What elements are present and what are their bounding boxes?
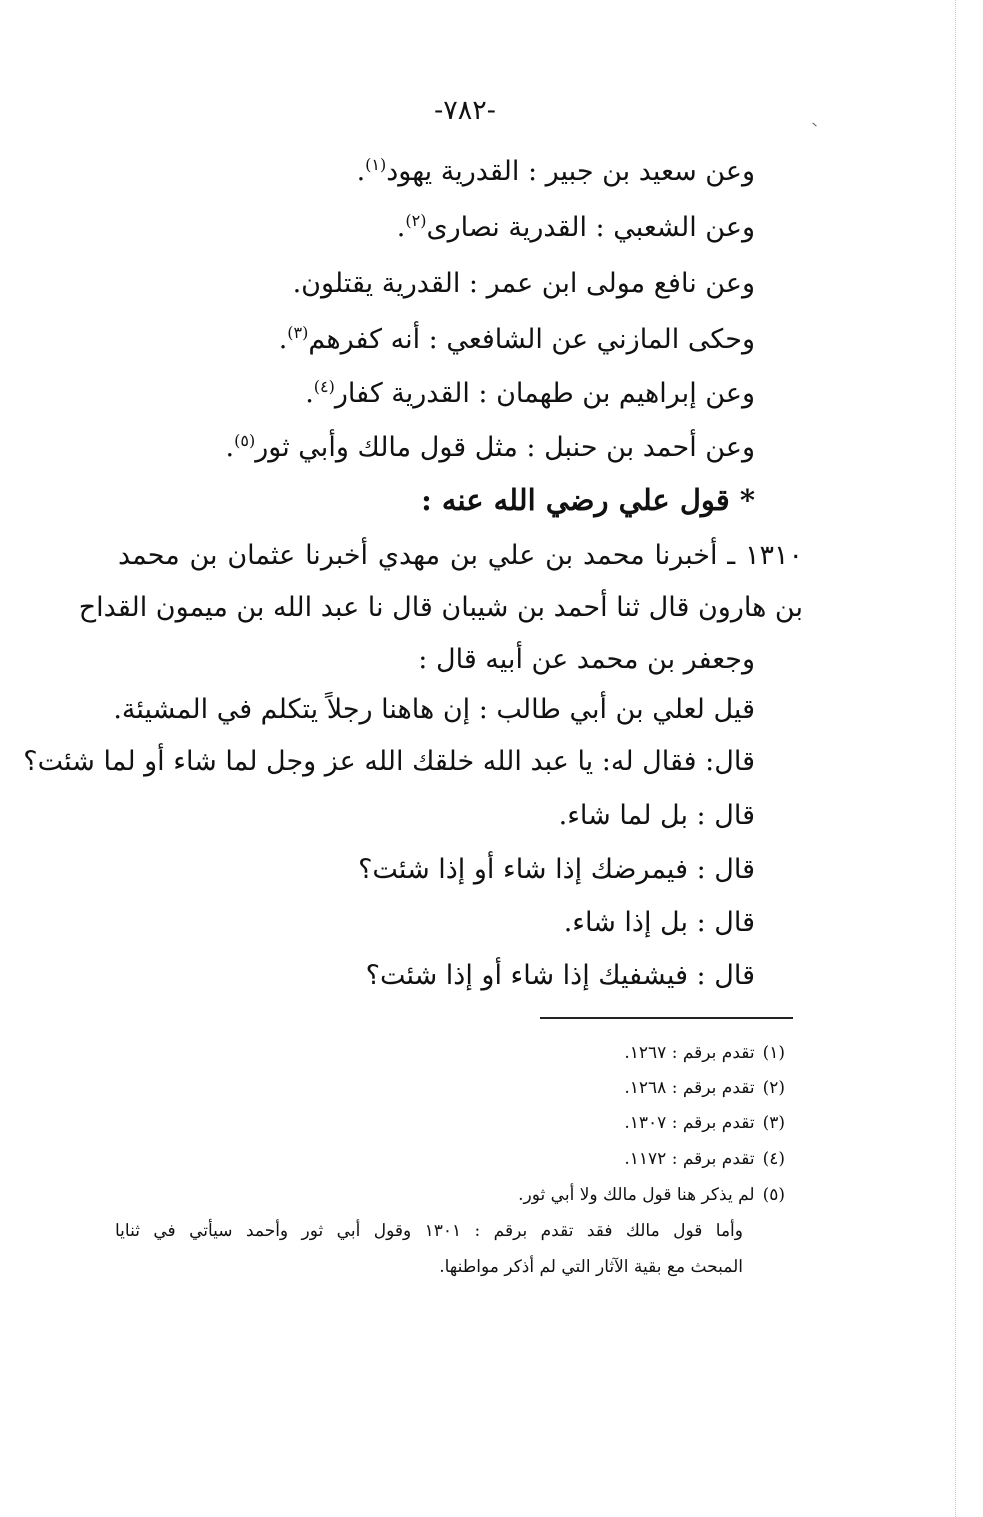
footnote bbox=[624, 1108, 785, 1138]
footnote-ref[interactable]: (٣) bbox=[287, 323, 309, 342]
quote-line: وعن الشعبي : القدرية نصارى$^{(٢)}$. bbox=[396, 211, 755, 243]
dialogue-line: قيل لعلي بن أبي طالب : إن هاهنا رجلاً يتكلم في المشيئة. bbox=[113, 694, 755, 725]
footnote-separator bbox=[540, 1017, 793, 1019]
footnote-continuation: المبحث مع بقية الآثار التي لم أذكر مواطنها. bbox=[439, 1257, 743, 1277]
footnote-text: تقدم برقم : ١٣٠٧. bbox=[624, 1113, 755, 1133]
footnote-number: (٣) bbox=[762, 1113, 785, 1133]
quote-line: وعن أحمد بن حنبل : مثل قول مالك وأبي ثور$^{(٥)}$. bbox=[225, 431, 755, 463]
dialogue-line: قال : فيشفيك إذا شاء أو إذا شئت؟ bbox=[365, 960, 755, 991]
footnote bbox=[624, 1144, 785, 1174]
quote-line: وعن إبراهيم بن طهمان : القدرية كفار$^{(٤)}$. bbox=[305, 377, 755, 409]
footnote-ref[interactable]: (٢) bbox=[405, 211, 427, 230]
dialogue-line: قال : بل إذا شاء. bbox=[563, 907, 755, 938]
quote-line: وعن سعيد بن جبير : القدرية يهود$^{(١)}$. bbox=[356, 155, 755, 187]
section-heading: * قول علي رضي الله عنه : bbox=[421, 483, 755, 517]
dialogue-line: قال: فقال له: يا عبد الله خلقك الله عز وجل لما شاء أو لما شئت؟ bbox=[23, 746, 755, 777]
dialogue-line: قال : بل لما شاء. bbox=[558, 800, 755, 831]
footnote-number: (١) bbox=[762, 1043, 785, 1063]
footnote-text: تقدم برقم : ١٢٦٧. bbox=[624, 1043, 755, 1063]
page-edge-line bbox=[955, 0, 957, 1517]
quote-line: وحكى المازني عن الشافعي : أنه كفرهم$^{(٣)}$. bbox=[278, 323, 755, 355]
footnote-text: لم يذكر هنا قول مالك ولا أبي ثور. bbox=[518, 1185, 755, 1205]
footnote-ref[interactable]: (٤) bbox=[313, 377, 335, 396]
narration-line: بن هارون قال ثنا أحمد بن شيبان قال نا عبد الله بن ميمون القداح bbox=[78, 592, 803, 623]
footnote-ref[interactable]: (٥) bbox=[234, 431, 256, 450]
footnote-continuation: وأما قول مالك فقد تقدم برقم : ١٣٠١ وقول أبي ثور وأحمد سيأتي في ثنايا bbox=[115, 1221, 743, 1241]
scan-mark bbox=[812, 123, 816, 127]
footnote-text: تقدم برقم : ١٢٦٨. bbox=[624, 1078, 755, 1098]
dialogue-line: قال : فيمرضك إذا شاء أو إذا شئت؟ bbox=[358, 854, 755, 885]
narration-line: وجعفر بن محمد عن أبيه قال : bbox=[418, 644, 755, 675]
footnote-ref[interactable]: (١) bbox=[365, 155, 387, 174]
footnote-number: (٢) bbox=[762, 1078, 785, 1098]
footnote-text: تقدم برقم : ١١٧٢. bbox=[624, 1149, 755, 1169]
footnote-number: (٤) bbox=[762, 1149, 785, 1169]
narration-line: ١٣١٠ ـ أخبرنا محمد بن علي بن مهدي أخبرنا عثمان بن محمد bbox=[118, 540, 803, 571]
footnote-number: (٥) bbox=[762, 1185, 785, 1205]
footnote bbox=[518, 1180, 785, 1210]
footnote bbox=[624, 1073, 785, 1103]
footnote bbox=[624, 1038, 785, 1068]
page-number: -٧٨٢- bbox=[434, 95, 496, 126]
quote-line: وعن نافع مولى ابن عمر : القدرية يقتلون. bbox=[292, 268, 755, 299]
